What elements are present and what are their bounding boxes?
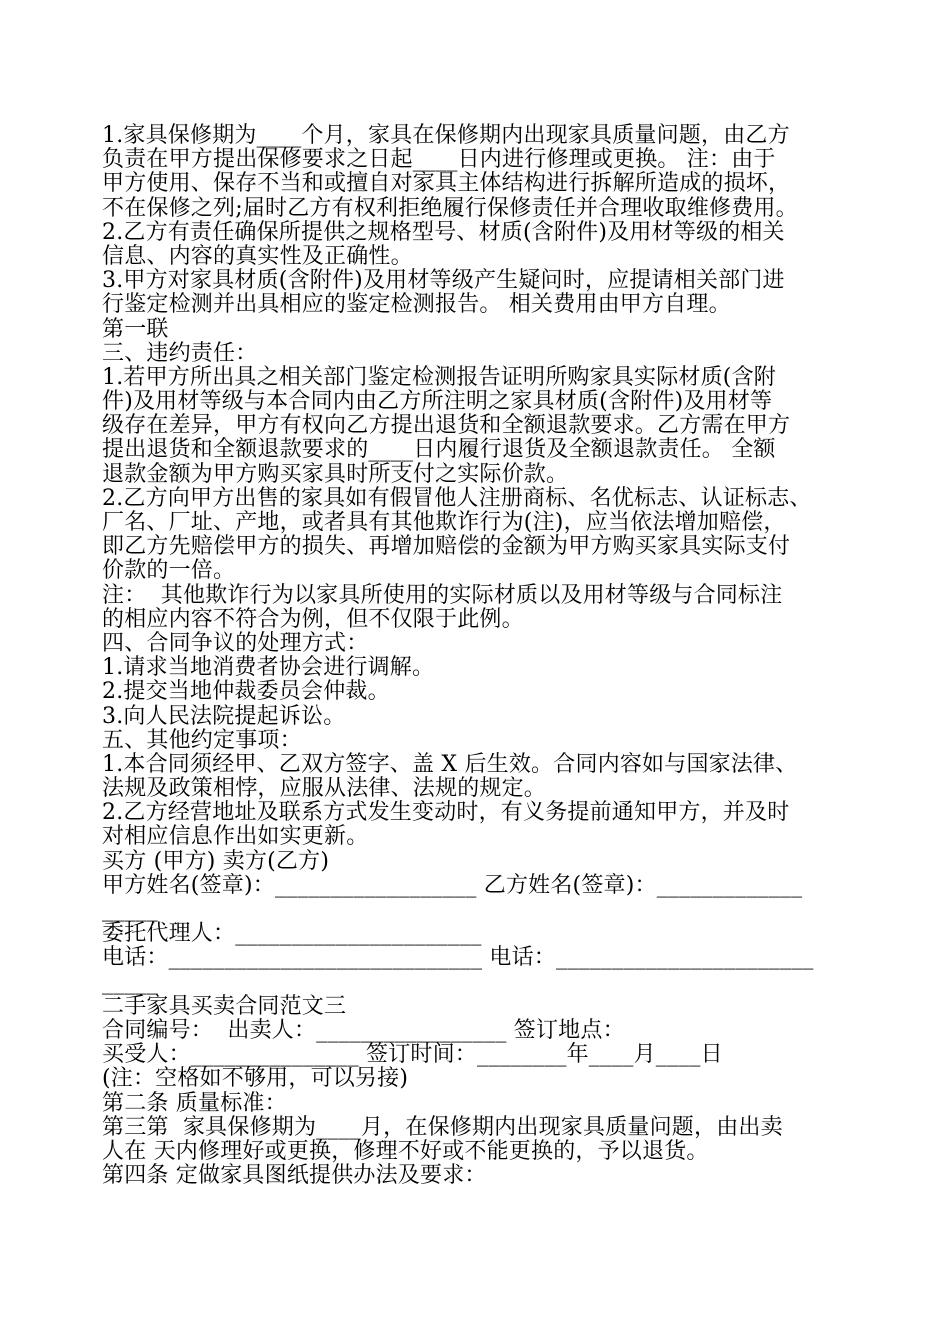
- text-line: 提出退货和全额退款要求的____日内履行退货及全额退款责任。 全额: [102, 437, 776, 463]
- text-line: 件)及用材等级与本合同内由乙方所注明之家具材质(含附件)及用材等: [102, 389, 773, 415]
- text-line: 负责在甲方提出保修要求之日起____日内进行修理或更换。 注：由于: [102, 147, 776, 173]
- section-heading: 五、其他约定事项：: [102, 727, 302, 753]
- section-heading: 第一联: [102, 316, 169, 342]
- text-line: 2.乙方向甲方出售的家具如有假冒他人注册商标、名优标志、认证标志、: [102, 485, 812, 511]
- text-line: 退款金额为甲方购买家具时所支付之实际价款。: [102, 461, 569, 487]
- text-line: 的相应内容不符合为例，但不仅限于此例。: [102, 606, 524, 632]
- section-heading: 四、合同争议的处理方式：: [102, 630, 369, 656]
- signature-name-line-continued: _____: [102, 897, 158, 922]
- text-line: 3.甲方对家具材质(含附件)及用材等级产生疑问时，应提请相关部门进: [102, 268, 785, 294]
- text-line: 信息、内容的真实性及正确性。: [102, 243, 413, 269]
- document-subtitle: 二手家具买卖合同范文三: [102, 993, 347, 1019]
- buyer-date-line: 买受人：_______________ 签订时间：________年____月____日: [102, 1042, 723, 1068]
- signature-name-line: 甲方姓名(签章)：__________________ 乙方姓名(签章)：_____________: [102, 872, 803, 898]
- text-line: 级存在差异，甲方有权向乙方提出退货和全额退款要求。乙方需在甲方: [102, 413, 791, 439]
- text-line: 1.本合同须经甲、乙双方签字、盖 X 后生效。合同内容如与国家法律、: [102, 751, 798, 777]
- text-line: 2.提交当地仲裁委员会仲裁。: [102, 679, 390, 705]
- article-heading: 第四条 定做家具图纸提供办法及要求：: [102, 1163, 487, 1189]
- text-line: 行鉴定检测并出具相应的鉴定检测报告。 相关费用由甲方自理。: [102, 292, 731, 318]
- text-line: 2.乙方经营地址及联系方式发生变动时，有义务提前通知甲方，并及时: [102, 800, 790, 826]
- text-line: 厂名、厂址、产地，或者具有其他欺诈行为(注)，应当依法增加赔偿，: [102, 510, 786, 535]
- contract-number-line: 合同编号： 出卖人：_________________ 签订地点：: [102, 1017, 625, 1043]
- phone-line: 电话：____________________________ 电话：_______________________: [102, 945, 814, 971]
- text-line: 人在 天内修理好或更换，修理不好或不能更换的，予以退货。: [102, 1138, 709, 1164]
- text-line: 2.乙方有责任确保所提供之规格型号、材质(含附件)及用材等级的相关: [102, 219, 785, 245]
- section-heading: 三、违约责任：: [102, 340, 258, 366]
- text-line: 不在保修之列;届时乙方有权利拒绝履行保修责任并合理收取维修费用。: [102, 195, 798, 221]
- contract-document: [102, 124, 862, 1188]
- text-line: 3.向人民法院提起诉讼。: [102, 703, 346, 729]
- text-line: 即乙方先赔偿甲方的损失、再增加赔偿的金额为甲方购买家具实际支付: [102, 534, 791, 560]
- phone-line-continued: _____: [102, 969, 158, 995]
- text-line: 1.请求当地消费者协会进行调解。: [102, 655, 435, 681]
- text-line: 对相应信息作出如实更新。: [102, 824, 369, 850]
- text-line: 1.若甲方所出具之相关部门鉴定检测报告证明所购家具实际材质(含附: [102, 364, 776, 390]
- note-line: (注：空格如不够用，可以另接): [102, 1066, 409, 1092]
- agent-line: 委托代理人：______________________: [102, 921, 482, 947]
- text-line: 第三第 家具保修期为____月，在保修期内出现家具质量问题，由出卖: [102, 1114, 783, 1140]
- text-line: 注： 其他欺诈行为以家具所使用的实际材质以及用材等级与合同标注: [102, 582, 783, 608]
- text-line: 法规及政策相悖，应服从法律、法规的规定。: [102, 776, 547, 802]
- article-heading: 第二条 质量标准：: [102, 1090, 287, 1116]
- text-line: 甲方使用、保存不当和或擅自对家具主体结构进行拆解所造成的损坏，: [102, 171, 791, 197]
- signature-parties: 买方 (甲方) 卖方(乙方): [102, 848, 330, 874]
- text-line: 1.家具保修期为____个月，家具在保修期内出现家具质量问题，由乙方: [102, 123, 790, 148]
- text-line: 价款的一倍。: [102, 558, 236, 584]
